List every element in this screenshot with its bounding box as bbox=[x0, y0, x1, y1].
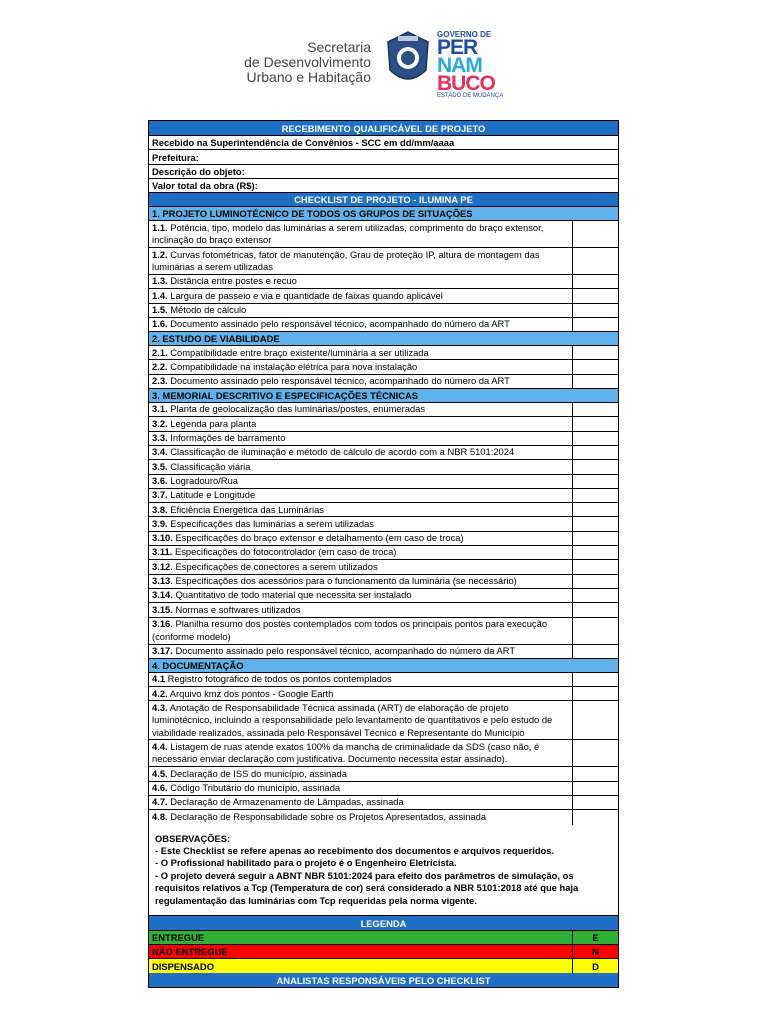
item-number: 3.11. bbox=[152, 546, 173, 558]
item-number: 1.2. bbox=[152, 248, 168, 260]
status-cell[interactable] bbox=[573, 618, 618, 644]
item-number: 4.5. bbox=[152, 767, 168, 779]
status-cell[interactable] bbox=[573, 687, 618, 700]
status-cell[interactable] bbox=[573, 532, 618, 545]
item-number: 1.1. bbox=[152, 221, 168, 233]
item-description: Latitude e Longitude bbox=[167, 489, 256, 501]
checklist-item bbox=[149, 532, 618, 546]
checklist-item bbox=[149, 575, 618, 589]
checklist-item bbox=[149, 221, 618, 248]
status-cell[interactable] bbox=[573, 432, 618, 445]
observacoes-title: OBSERVAÇÕES: bbox=[155, 832, 231, 844]
checklist-item bbox=[149, 318, 618, 332]
item-description: Listagem de ruas atende exatos 100% da mancha de criminalidade da SDS (caso não, é necessário enviar declaração com justificativa. Documento necessita estar assinado). bbox=[152, 740, 540, 765]
checklist-item-text bbox=[149, 503, 573, 516]
checklist-item-text bbox=[149, 475, 573, 488]
item-description: Planta de geolocalização das luminárias/postes, enumeradas bbox=[167, 403, 426, 415]
checklist-item bbox=[149, 618, 618, 645]
item-number: 3.15. bbox=[152, 603, 173, 615]
status-cell[interactable] bbox=[573, 289, 618, 302]
item-description: Código Tributário do município, assinada bbox=[167, 782, 341, 794]
checklist-item-text bbox=[149, 589, 573, 602]
item-number: 3.4. bbox=[152, 446, 168, 458]
item-number: 3.13. bbox=[152, 575, 173, 587]
checklist-item bbox=[149, 489, 618, 503]
item-description: Classificação de iluminação e método de cálculo de acordo com a NBR 5101:2024 bbox=[167, 446, 515, 458]
checklist-item bbox=[149, 346, 618, 360]
status-cell[interactable] bbox=[573, 796, 618, 809]
status-cell[interactable] bbox=[573, 810, 618, 824]
legenda-title: LEGENDA bbox=[149, 916, 618, 931]
section-header: 4. DOCUMENTAÇÃO bbox=[149, 659, 618, 673]
checklist-title: CHECKLIST DE PROJETO - ILUMINA PE bbox=[149, 193, 618, 207]
checklist-item bbox=[149, 248, 618, 275]
checklist-item-text bbox=[149, 687, 573, 700]
checklist-item-text bbox=[149, 796, 573, 809]
status-cell[interactable] bbox=[573, 589, 618, 602]
item-number: 4.8. bbox=[152, 811, 168, 823]
checklist-item bbox=[149, 673, 618, 687]
status-cell[interactable] bbox=[573, 517, 618, 530]
checklist-item bbox=[149, 810, 618, 824]
item-number: 4.7. bbox=[152, 796, 168, 808]
checklist-item-text bbox=[149, 767, 573, 780]
item-description: Documento assinado pelo responsável técnico, acompanhado do número da ART bbox=[167, 375, 510, 387]
status-cell[interactable] bbox=[573, 740, 618, 766]
item-number: 3.6. bbox=[152, 474, 168, 486]
item-number: 1.4. bbox=[152, 289, 168, 301]
checklist-item bbox=[149, 645, 618, 659]
checklist-sections bbox=[149, 207, 618, 825]
checklist-item bbox=[149, 701, 618, 740]
checklist-item-text bbox=[149, 489, 573, 502]
item-number: 3.2. bbox=[152, 417, 168, 429]
legenda-code: N bbox=[592, 946, 599, 958]
checklist-item-text bbox=[149, 446, 573, 459]
status-cell[interactable] bbox=[573, 489, 618, 502]
legenda-code: D bbox=[592, 960, 599, 972]
observacoes-line: - O projeto deverá seguir a ABNT NBR 5101:2024 para efeito dos parâmetros de simulação, os requisitos relativos a Tcp (Temperatura de cor) será considerado a NBR 5101:2018 até que haja regulamentação das luminárias com Tcp requeridas pela norma vigente. bbox=[155, 869, 579, 906]
item-description: Registro fotográfico de todos os pontos contemplados bbox=[165, 673, 392, 685]
status-cell[interactable] bbox=[573, 767, 618, 780]
checklist-item bbox=[149, 560, 618, 574]
item-number: 3.7. bbox=[152, 489, 168, 501]
checklist-item bbox=[149, 603, 618, 617]
status-cell[interactable] bbox=[573, 221, 618, 247]
checklist-item-text bbox=[149, 304, 573, 317]
item-description: Arquivo kmz dos pontos - Google Earth bbox=[167, 687, 334, 699]
status-cell[interactable] bbox=[573, 560, 618, 573]
item-description: Curvas fotométricas, fator de manutenção, Grau de proteção IP, altura de montagem das luminárias a serem utilizadas bbox=[152, 248, 540, 272]
observacoes-line: - O Profissional habilitado para o projeto é o Engenheiro Eletricista. bbox=[155, 857, 457, 869]
status-cell[interactable] bbox=[573, 503, 618, 516]
checklist-item bbox=[149, 446, 618, 460]
legenda-row bbox=[149, 931, 618, 945]
checklist-item bbox=[149, 460, 618, 474]
info-prefeitura: Prefeitura: bbox=[149, 150, 618, 165]
item-description: Documento assinado pelo responsável técnico, acompanhado do número da ART bbox=[172, 644, 516, 656]
item-number: 4.1 bbox=[152, 673, 166, 685]
item-description: Especificações do fotocontrolador (em caso de troca) bbox=[172, 546, 397, 558]
checklist-item-text bbox=[149, 360, 573, 373]
status-cell[interactable] bbox=[573, 603, 618, 616]
item-description: Declaração de ISS do município, assinada bbox=[167, 767, 347, 779]
item-description: Declaração de Responsabilidade sobre os Projetos Apresentados, assinada bbox=[167, 811, 487, 823]
item-description: Normas e softwares utilizados bbox=[172, 603, 301, 615]
checklist-item-text bbox=[149, 701, 573, 739]
item-description: Legenda para planta bbox=[167, 417, 257, 429]
checklist-item bbox=[149, 304, 618, 318]
item-number: 4.4. bbox=[152, 740, 168, 752]
pernambuco-seal-icon bbox=[384, 30, 432, 90]
legenda-code: E bbox=[592, 932, 599, 944]
status-cell[interactable] bbox=[573, 446, 618, 459]
item-number: 2.2. bbox=[152, 360, 168, 372]
item-description: Declaração de Armazenamento de Lâmpadas, assinada bbox=[167, 796, 404, 808]
status-cell[interactable] bbox=[573, 645, 618, 658]
item-number: 1.5. bbox=[152, 303, 168, 315]
item-number: 4.6. bbox=[152, 782, 168, 794]
checklist-item bbox=[149, 767, 618, 781]
checklist-item-text bbox=[149, 318, 573, 331]
status-cell[interactable] bbox=[573, 360, 618, 373]
item-number: 4.2. bbox=[152, 687, 168, 699]
checklist-item-text bbox=[149, 460, 573, 473]
item-description: Planilha resumo dos postes contemplados com todos os principais pontos para execução (conforme modelo) bbox=[152, 618, 548, 642]
item-description: Distância entre postes e recuo bbox=[167, 275, 297, 287]
section-header: 2. ESTUDO DE VIABILIDADE bbox=[149, 332, 618, 346]
checklist-item-text bbox=[149, 603, 573, 616]
item-description: Informações de barramento bbox=[167, 432, 286, 444]
item-number: 1.6. bbox=[152, 318, 168, 330]
item-description: Anotação de Responsabilidade Técnica assinada (ART) de elaboração de projeto luminotécnico, incluindo a responsabilidade pelo levantamento de quantitativos e pelo estudo de viabilidade realizados, assinada pelo Responsável Técnico e Representante do Município bbox=[152, 701, 553, 738]
checklist-item bbox=[149, 782, 618, 796]
status-cell[interactable] bbox=[573, 546, 618, 559]
checklist-item bbox=[149, 796, 618, 810]
checklist-item bbox=[149, 687, 618, 701]
status-cell[interactable] bbox=[573, 475, 618, 488]
checklist-item-text bbox=[149, 645, 573, 658]
checklist-item bbox=[149, 417, 618, 431]
status-cell[interactable] bbox=[573, 318, 618, 331]
checklist-item bbox=[149, 546, 618, 560]
item-description: Especificações de conectores a serem utilizados bbox=[172, 560, 378, 572]
item-number: 2.1. bbox=[152, 346, 168, 358]
checklist-item-text bbox=[149, 575, 573, 588]
checklist-item bbox=[149, 375, 618, 389]
item-description: Método de cálculo bbox=[167, 303, 247, 315]
status-cell[interactable] bbox=[573, 782, 618, 795]
section-header: 1. PROJETO LUMINOTÉCNICO DE TODOS OS GRUPOS DE SITUAÇÕES bbox=[149, 207, 618, 221]
item-description: Especificações do braço extensor e detalhamento (em caso de troca) bbox=[172, 532, 464, 544]
checklist-item-text bbox=[149, 618, 573, 644]
item-description: Classificação viária bbox=[167, 460, 251, 472]
checklist-form bbox=[148, 120, 619, 988]
item-number: 3.10. bbox=[152, 532, 173, 544]
checklist-item bbox=[149, 403, 618, 417]
item-description: Largura de passeio e via e quantidade de faixas quando aplicável bbox=[167, 289, 443, 301]
status-cell[interactable] bbox=[573, 275, 618, 288]
status-cell[interactable] bbox=[573, 403, 618, 416]
checklist-item bbox=[149, 503, 618, 517]
checklist-item bbox=[149, 589, 618, 603]
item-number: 3.16. bbox=[152, 618, 173, 630]
checklist-item-text bbox=[149, 432, 573, 445]
checklist-item-text bbox=[149, 417, 573, 430]
item-number: 1.3. bbox=[152, 275, 168, 287]
analistas-title: ANALISTAS RESPONSÁVEIS PELO CHECKLIST bbox=[149, 973, 618, 987]
checklist-item-text bbox=[149, 546, 573, 559]
status-cell[interactable] bbox=[573, 346, 618, 359]
info-valor: Valor total da obra (R$): bbox=[149, 179, 618, 193]
status-cell[interactable] bbox=[573, 460, 618, 473]
status-cell[interactable] bbox=[573, 673, 618, 686]
checklist-item bbox=[149, 275, 618, 289]
item-description: Documento assinado pelo responsável técnico, acompanhado do número da ART bbox=[167, 318, 510, 330]
legenda-rows bbox=[149, 931, 618, 973]
checklist-item bbox=[149, 517, 618, 531]
item-number: 3.14. bbox=[152, 589, 173, 601]
checklist-item bbox=[149, 432, 618, 446]
checklist-item-text bbox=[149, 221, 573, 247]
governo-pernambuco-logo: GOVERNO DE PER NAM BUCO ESTADO DE MUDANÇA bbox=[437, 30, 504, 99]
checklist-item-text bbox=[149, 782, 573, 795]
section-header: 3. MEMORIAL DESCRITIVO E ESPECIFICAÇÕES TÉCNICAS bbox=[149, 389, 618, 403]
checklist-item-text bbox=[149, 517, 573, 530]
item-description: Compatibilidade entre braço existente/luminária a ser utilizada bbox=[167, 346, 429, 358]
item-number: 3.17. bbox=[152, 644, 173, 656]
item-number: 4.3. bbox=[152, 701, 168, 713]
item-description: Potência, tipo, modelo das luminárias a serem utilizadas, comprimento do braço extensor, inclinação do braço extensor bbox=[152, 221, 544, 245]
item-description: Logradouro/Rua bbox=[167, 474, 239, 486]
legenda-label: NÃO ENTREGUE bbox=[149, 945, 573, 958]
checklist-item-text bbox=[149, 673, 573, 686]
item-description: Quantitativo de todo material que necessita ser instalado bbox=[172, 589, 412, 601]
observacoes-line: - Este Checklist se refere apenas ao recebimento dos documentos e arquivos requeridos. bbox=[155, 845, 555, 857]
checklist-item-text bbox=[149, 403, 573, 416]
checklist-item-text bbox=[149, 810, 573, 824]
item-number: 2.3. bbox=[152, 375, 168, 387]
status-cell[interactable] bbox=[573, 417, 618, 430]
legenda-label: ENTREGUE bbox=[149, 931, 573, 944]
secretaria-logo-text: Secretaria de Desenvolvimento Urbano e Habitação bbox=[244, 39, 371, 85]
observacoes-block bbox=[149, 825, 618, 916]
item-number: 3.12. bbox=[152, 560, 173, 572]
checklist-item-text bbox=[149, 375, 573, 388]
item-description: Eficiência Energética das Luminárias bbox=[167, 503, 324, 515]
status-cell[interactable] bbox=[573, 304, 618, 317]
status-cell[interactable] bbox=[573, 575, 618, 588]
checklist-item-text bbox=[149, 248, 573, 274]
checklist-item bbox=[149, 740, 618, 767]
item-number: 3.1. bbox=[152, 403, 168, 415]
legenda-label: DISPENSADO bbox=[149, 959, 573, 973]
item-number: 3.9. bbox=[152, 517, 168, 529]
legenda-row bbox=[149, 945, 618, 959]
checklist-item bbox=[149, 360, 618, 374]
checklist-item-text bbox=[149, 346, 573, 359]
info-recebido: Recebido na Superintendência de Convênios - SCC em dd/mm/aaaa bbox=[149, 136, 618, 150]
item-number: 3.3. bbox=[152, 432, 168, 444]
item-description: Especificações das luminárias a serem utilizadas bbox=[167, 517, 374, 529]
item-description: Compatibilidade na instalação elétrica para nova instalação bbox=[167, 360, 418, 372]
checklist-item-text bbox=[149, 275, 573, 288]
form-title: RECEBIMENTO QUALIFICÁVEL DE PROJETO bbox=[149, 121, 618, 136]
info-descricao: Descrição do objeto: bbox=[149, 165, 618, 179]
checklist-item bbox=[149, 289, 618, 303]
checklist-item-text bbox=[149, 532, 573, 545]
checklist-item-text bbox=[149, 560, 573, 573]
status-cell[interactable] bbox=[573, 701, 618, 739]
status-cell[interactable] bbox=[573, 248, 618, 274]
item-description: Especificações dos acessórios para o funcionamento da luminária (se necessário) bbox=[172, 575, 517, 587]
status-cell[interactable] bbox=[573, 375, 618, 388]
checklist-item-text bbox=[149, 289, 573, 302]
legenda-row bbox=[149, 959, 618, 973]
checklist-item-text bbox=[149, 740, 573, 766]
checklist-item bbox=[149, 475, 618, 489]
item-number: 3.8. bbox=[152, 503, 168, 515]
item-number: 3.5. bbox=[152, 460, 168, 472]
document-header bbox=[0, 0, 768, 110]
